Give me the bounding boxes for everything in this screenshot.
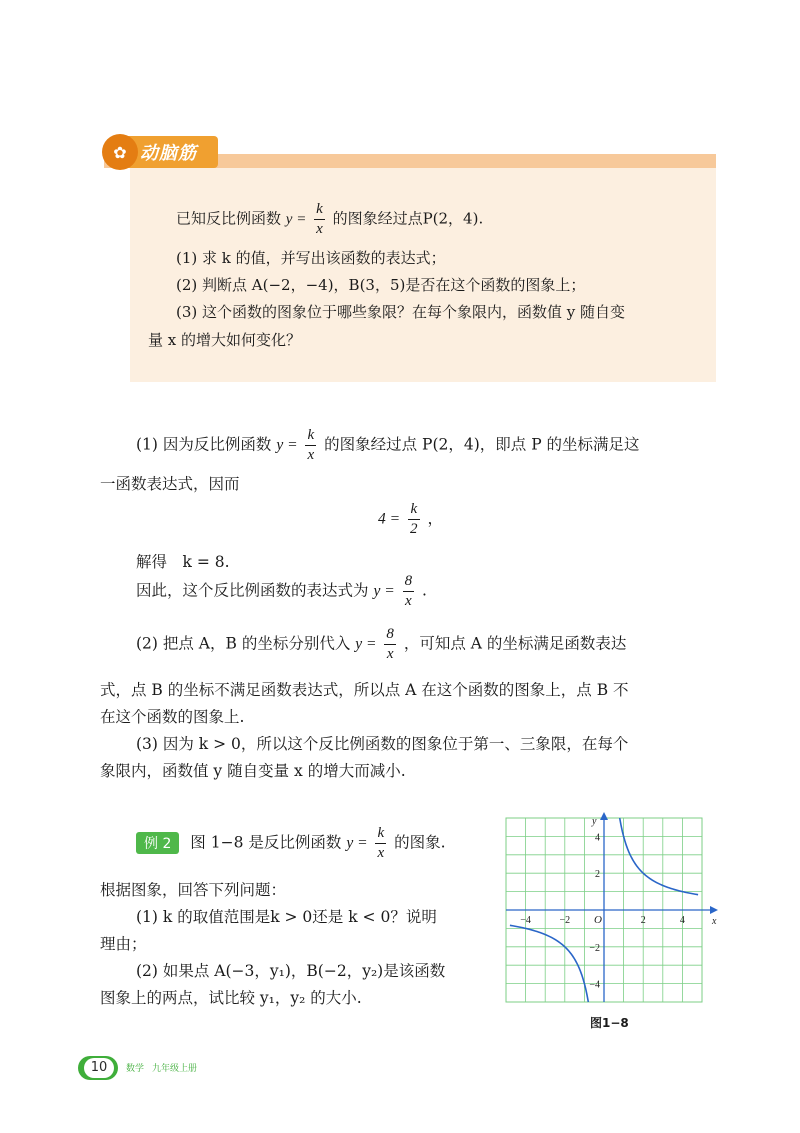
y-tick-label: −4 <box>589 979 600 991</box>
fraction-numerator: 8 <box>384 627 396 645</box>
example-line1-tail: 的图象. <box>394 833 446 852</box>
solution-conclusion-tail: . <box>422 581 427 600</box>
equation-fraction <box>408 502 420 537</box>
solution-conclusion <box>136 574 427 609</box>
footer-book: 九年级上册 <box>152 1064 198 1074</box>
think-intro-text: 已知反比例函数 <box>176 209 282 228</box>
fraction-denominator: x <box>377 845 385 861</box>
y-tick-label: −2 <box>589 942 600 954</box>
think-intro-fraction <box>314 202 325 237</box>
y-axis-label: y <box>592 816 597 827</box>
example-badge: 例 2 <box>136 832 179 854</box>
solution-p3b: 象限内，函数值 y 随自变量 x 的增大而减小. <box>100 762 406 780</box>
figure-caption: 图1−8 <box>590 1016 629 1030</box>
solution-p2d: 在这个函数的图象上. <box>100 708 245 726</box>
curve-branch-quadrant-1 <box>620 818 698 895</box>
example-line1-fraction <box>375 826 386 861</box>
solution-p2c: 式，点 B 的坐标不满足函数表达式，所以点 A 在这个函数的图象上，点 B 不 <box>100 681 629 699</box>
page-number: 10 <box>84 1058 114 1078</box>
y-tick-label: 2 <box>595 869 600 881</box>
think-intro-tail: 的图象经过点P(2，4). <box>332 209 484 228</box>
example-line6: 图象上的两点，试比较 y₁，y₂ 的大小. <box>100 989 362 1007</box>
y-tick-label: 4 <box>595 832 600 844</box>
solution-p3a: (3) 因为 k > 0，所以这个反比例函数的图象位于第一、三象限，在每个 <box>136 735 629 753</box>
solution-p2-tail: ，可知点 A 的坐标满足函数表达 <box>403 634 627 653</box>
solution-conclusion-text: 因此，这个反比例函数的表达式为 <box>136 581 369 600</box>
example-line1-y: y = <box>346 834 368 852</box>
example-line2: 根据图象，回答下列问题： <box>100 881 287 899</box>
solution-conclusion-fraction <box>403 574 415 609</box>
solution-p1-fraction <box>305 428 316 463</box>
think-title: 动脑筋 <box>140 143 197 164</box>
think-q3a: (3) 这个函数的图象位于哪些象限？在每个象限内，函数值 y 随自变 <box>176 303 626 321</box>
x-tick-label: 2 <box>640 915 646 926</box>
x-axis-label: x <box>712 916 717 927</box>
example-line1-text: 图 1−8 是反比例函数 <box>190 833 342 852</box>
curve-branch-quadrant-3 <box>510 925 588 1002</box>
think-q1: (1) 求 k 的值，并写出该函数的表达式； <box>176 249 446 267</box>
x-tick-label: 4 <box>679 915 685 926</box>
fraction-denominator: x <box>386 646 394 662</box>
example-line3: (1) k 的取值范围是k > 0还是 k < 0？说明 <box>136 908 437 926</box>
solution-conclusion-y: y = <box>373 582 395 600</box>
solution-p2-text: (2) 把点 A，B 的坐标分别代入 <box>136 634 351 653</box>
solution-p1-y: y = <box>276 436 298 454</box>
example-line4: 理由； <box>100 935 147 953</box>
solution-p2 <box>136 627 626 662</box>
fraction-numerator: k <box>408 502 420 520</box>
fraction-numerator: k <box>375 826 386 844</box>
equation-lhs: 4 = <box>378 510 401 528</box>
fraction-denominator: 2 <box>410 521 418 537</box>
lightbulb-icon: ✿ <box>102 134 138 170</box>
origin-label: O <box>594 914 602 926</box>
solution-p1c: 一函数表达式，因而 <box>100 475 240 493</box>
think-q3b: 量 x 的增大如何变化？ <box>148 331 301 349</box>
y-axis-arrow <box>600 812 608 820</box>
hyperbola-chart <box>498 812 720 1012</box>
fraction-numerator: 8 <box>403 574 415 592</box>
x-tick-label: −4 <box>520 915 531 926</box>
solution-p1-tail: 的图象经过点 P(2，4)，即点 P 的坐标满足这 <box>324 435 640 454</box>
equation <box>378 502 443 537</box>
think-q2: (2) 判断点 A(−2，−4)，B(3，5)是否在这个函数的图象上； <box>176 276 586 294</box>
fraction-denominator: x <box>307 447 315 463</box>
solution-solve: 解得 k = 8. <box>136 553 230 571</box>
solution-p2-y: y = <box>355 635 377 653</box>
x-tick-label: −2 <box>559 915 571 926</box>
example-line5: (2) 如果点 A(−3，y₁)，B(−2，y₂)是该函数 <box>136 962 446 980</box>
think-intro-y: y = <box>285 211 307 228</box>
example-line1 <box>136 826 446 861</box>
think-intro <box>176 202 483 237</box>
x-axis-arrow <box>710 906 718 914</box>
solution-p1-text: (1) 因为反比例函数 <box>136 435 272 454</box>
solution-p2-fraction <box>384 627 396 662</box>
fraction-numerator: k <box>314 202 325 220</box>
solution-p1 <box>136 428 640 463</box>
fraction-denominator: x <box>316 221 323 237</box>
fraction-denominator: x <box>405 593 412 609</box>
equation-tail: ， <box>427 509 443 528</box>
fraction-numerator: k <box>305 428 316 446</box>
footer-subject: 数学 <box>126 1064 145 1074</box>
